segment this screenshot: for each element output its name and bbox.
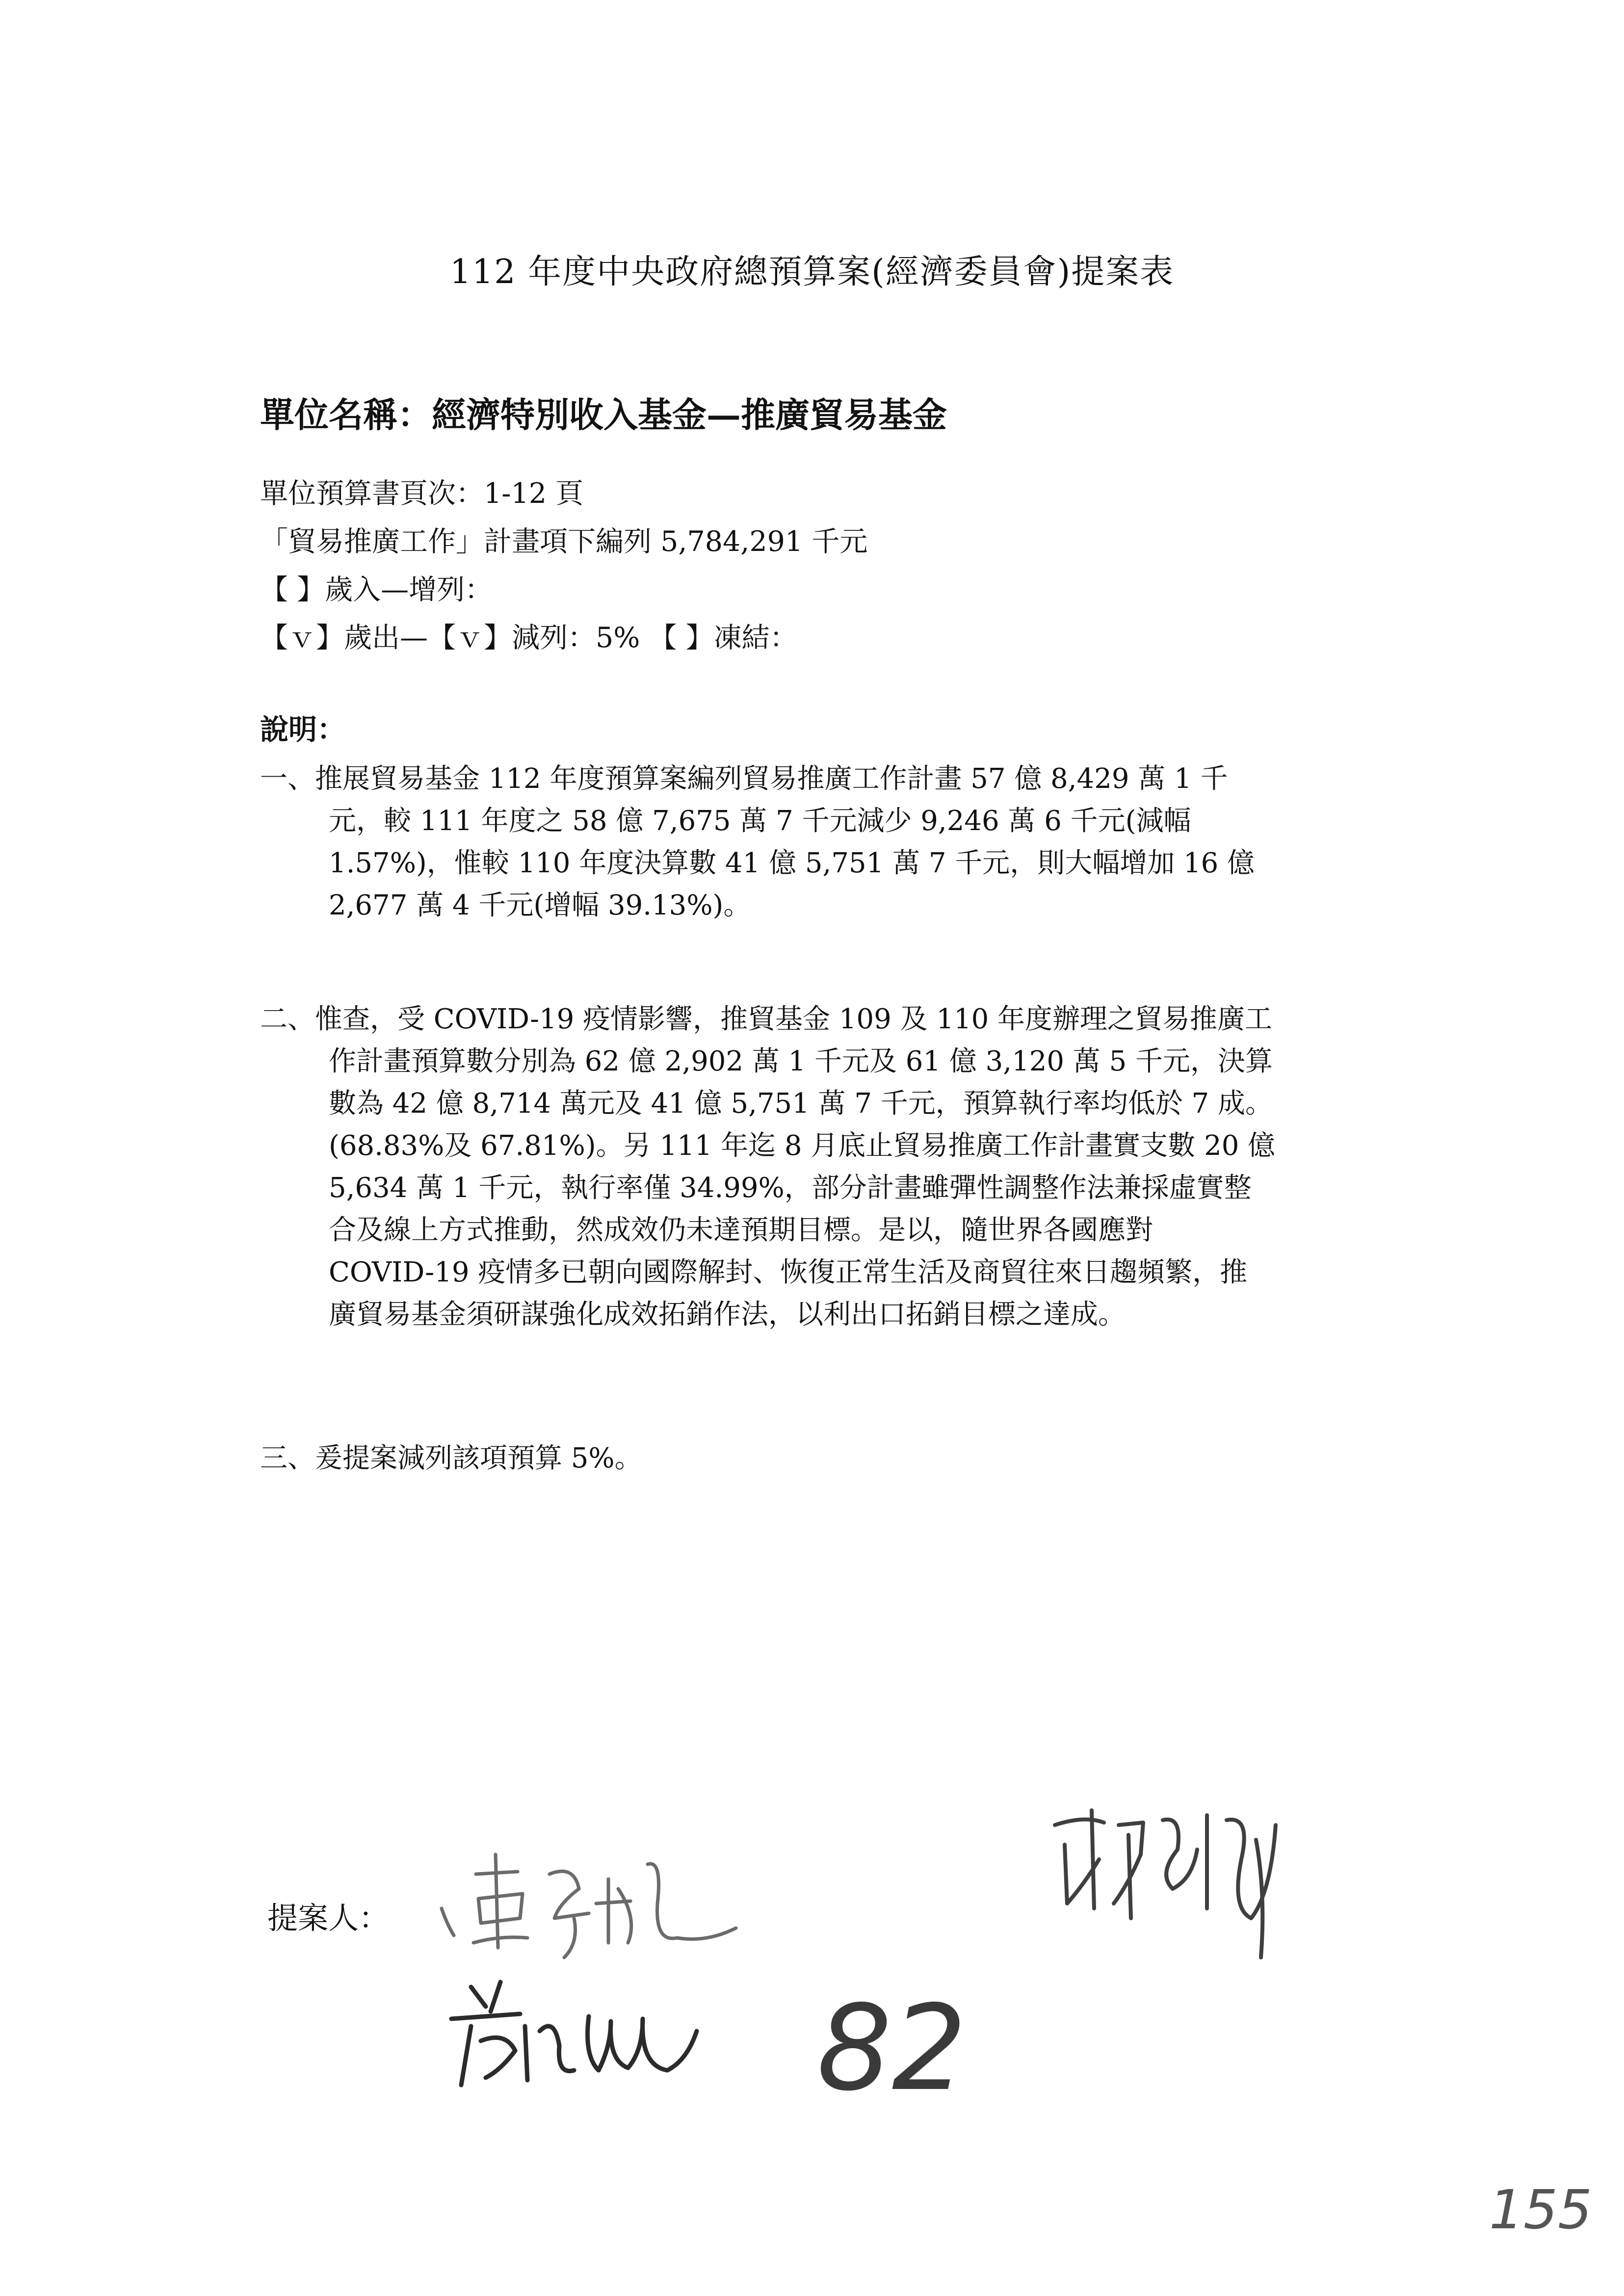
signature-2 [1045, 1796, 1290, 1972]
paragraph-line: (68.83%及 67.81%)。另 111 年迄 8 月底止貿易推廣工作計畫實支數 20 億 [329, 1130, 1276, 1162]
paragraph-line: 2,677 萬 4 千元(增幅 39.13%)。 [329, 889, 751, 921]
expense-line: 【ｖ】歲出—【ｖ】減列：5% 【 】凍結： [260, 622, 798, 654]
explanation-label: 說明： [260, 713, 346, 746]
paragraph-line: 5,634 萬 1 千元，執行率僅 34.99%，部分計畫雖彈性調整作法兼採虛實整 [329, 1172, 1252, 1204]
budget-pages: 單位預算書頁次：1-12 頁 [260, 477, 584, 510]
paragraph-line: 一、推展貿易基金 112 年度預算案編列貿易推廣工作計畫 57 億 8,429 萬 1 千 [260, 763, 1228, 795]
program-item: 「貿易推廣工作」計畫項下編列 5,784,291 千元 [260, 525, 868, 558]
paragraph-line: 合及線上方式推動，然成效仍未達預期目標。是以，隨世界各國應對 [329, 1214, 1153, 1246]
signature-3 [442, 1972, 716, 2095]
signature-1 [432, 1845, 746, 1967]
paragraph-line: 1.57%)，惟較 110 年度決算數 41 億 5,751 萬 7 千元，則大幅增加 16 億 [329, 847, 1255, 879]
paragraph-1 [260, 758, 1255, 927]
paragraph-line: 數為 42 億 8,714 萬元及 41 億 5,751 萬 7 千元，預算執行率均低於 7 成。 [329, 1088, 1273, 1120]
paragraph-line: 三、爰提案減列該項預算 5%。 [260, 1442, 642, 1474]
handwritten-number: 82 [817, 1980, 967, 2117]
handwritten-page-number: 155 [1489, 2178, 1592, 2241]
paragraph-3 [260, 1437, 642, 1480]
unit-name: 單位名稱：經濟特別收入基金—推廣貿易基金 [260, 394, 947, 435]
revenue-line: 【 】歲入—增列： [260, 574, 493, 606]
paragraph-line: 廣貿易基金須研謀強化成效拓銷作法，以利出口拓銷目標之達成。 [329, 1299, 1126, 1331]
paragraph-line: 二、惟查，受 COVID-19 疫情影響，推貿基金 109 及 110 年度辦理之貿易推廣工 [260, 1003, 1273, 1035]
paragraph-2 [260, 998, 1275, 1336]
paragraph-line: 元，較 111 年度之 58 億 7,675 萬 7 千元減少 9,246 萬 6 千元(減幅 [329, 805, 1191, 837]
paragraph-line: 作計畫預算數分別為 62 億 2,902 萬 1 千元及 61 億 3,120 萬 5 千元，決算 [329, 1045, 1273, 1077]
document-title: 112 年度中央政府總預算案(經濟委員會)提案表 [449, 253, 1175, 291]
paragraph-line: COVID-19 疫情多已朝向國際解封、恢復正常生活及商貿往來日趨頻繁，推 [329, 1256, 1248, 1288]
proposer-label: 提案人： [267, 1900, 390, 1936]
